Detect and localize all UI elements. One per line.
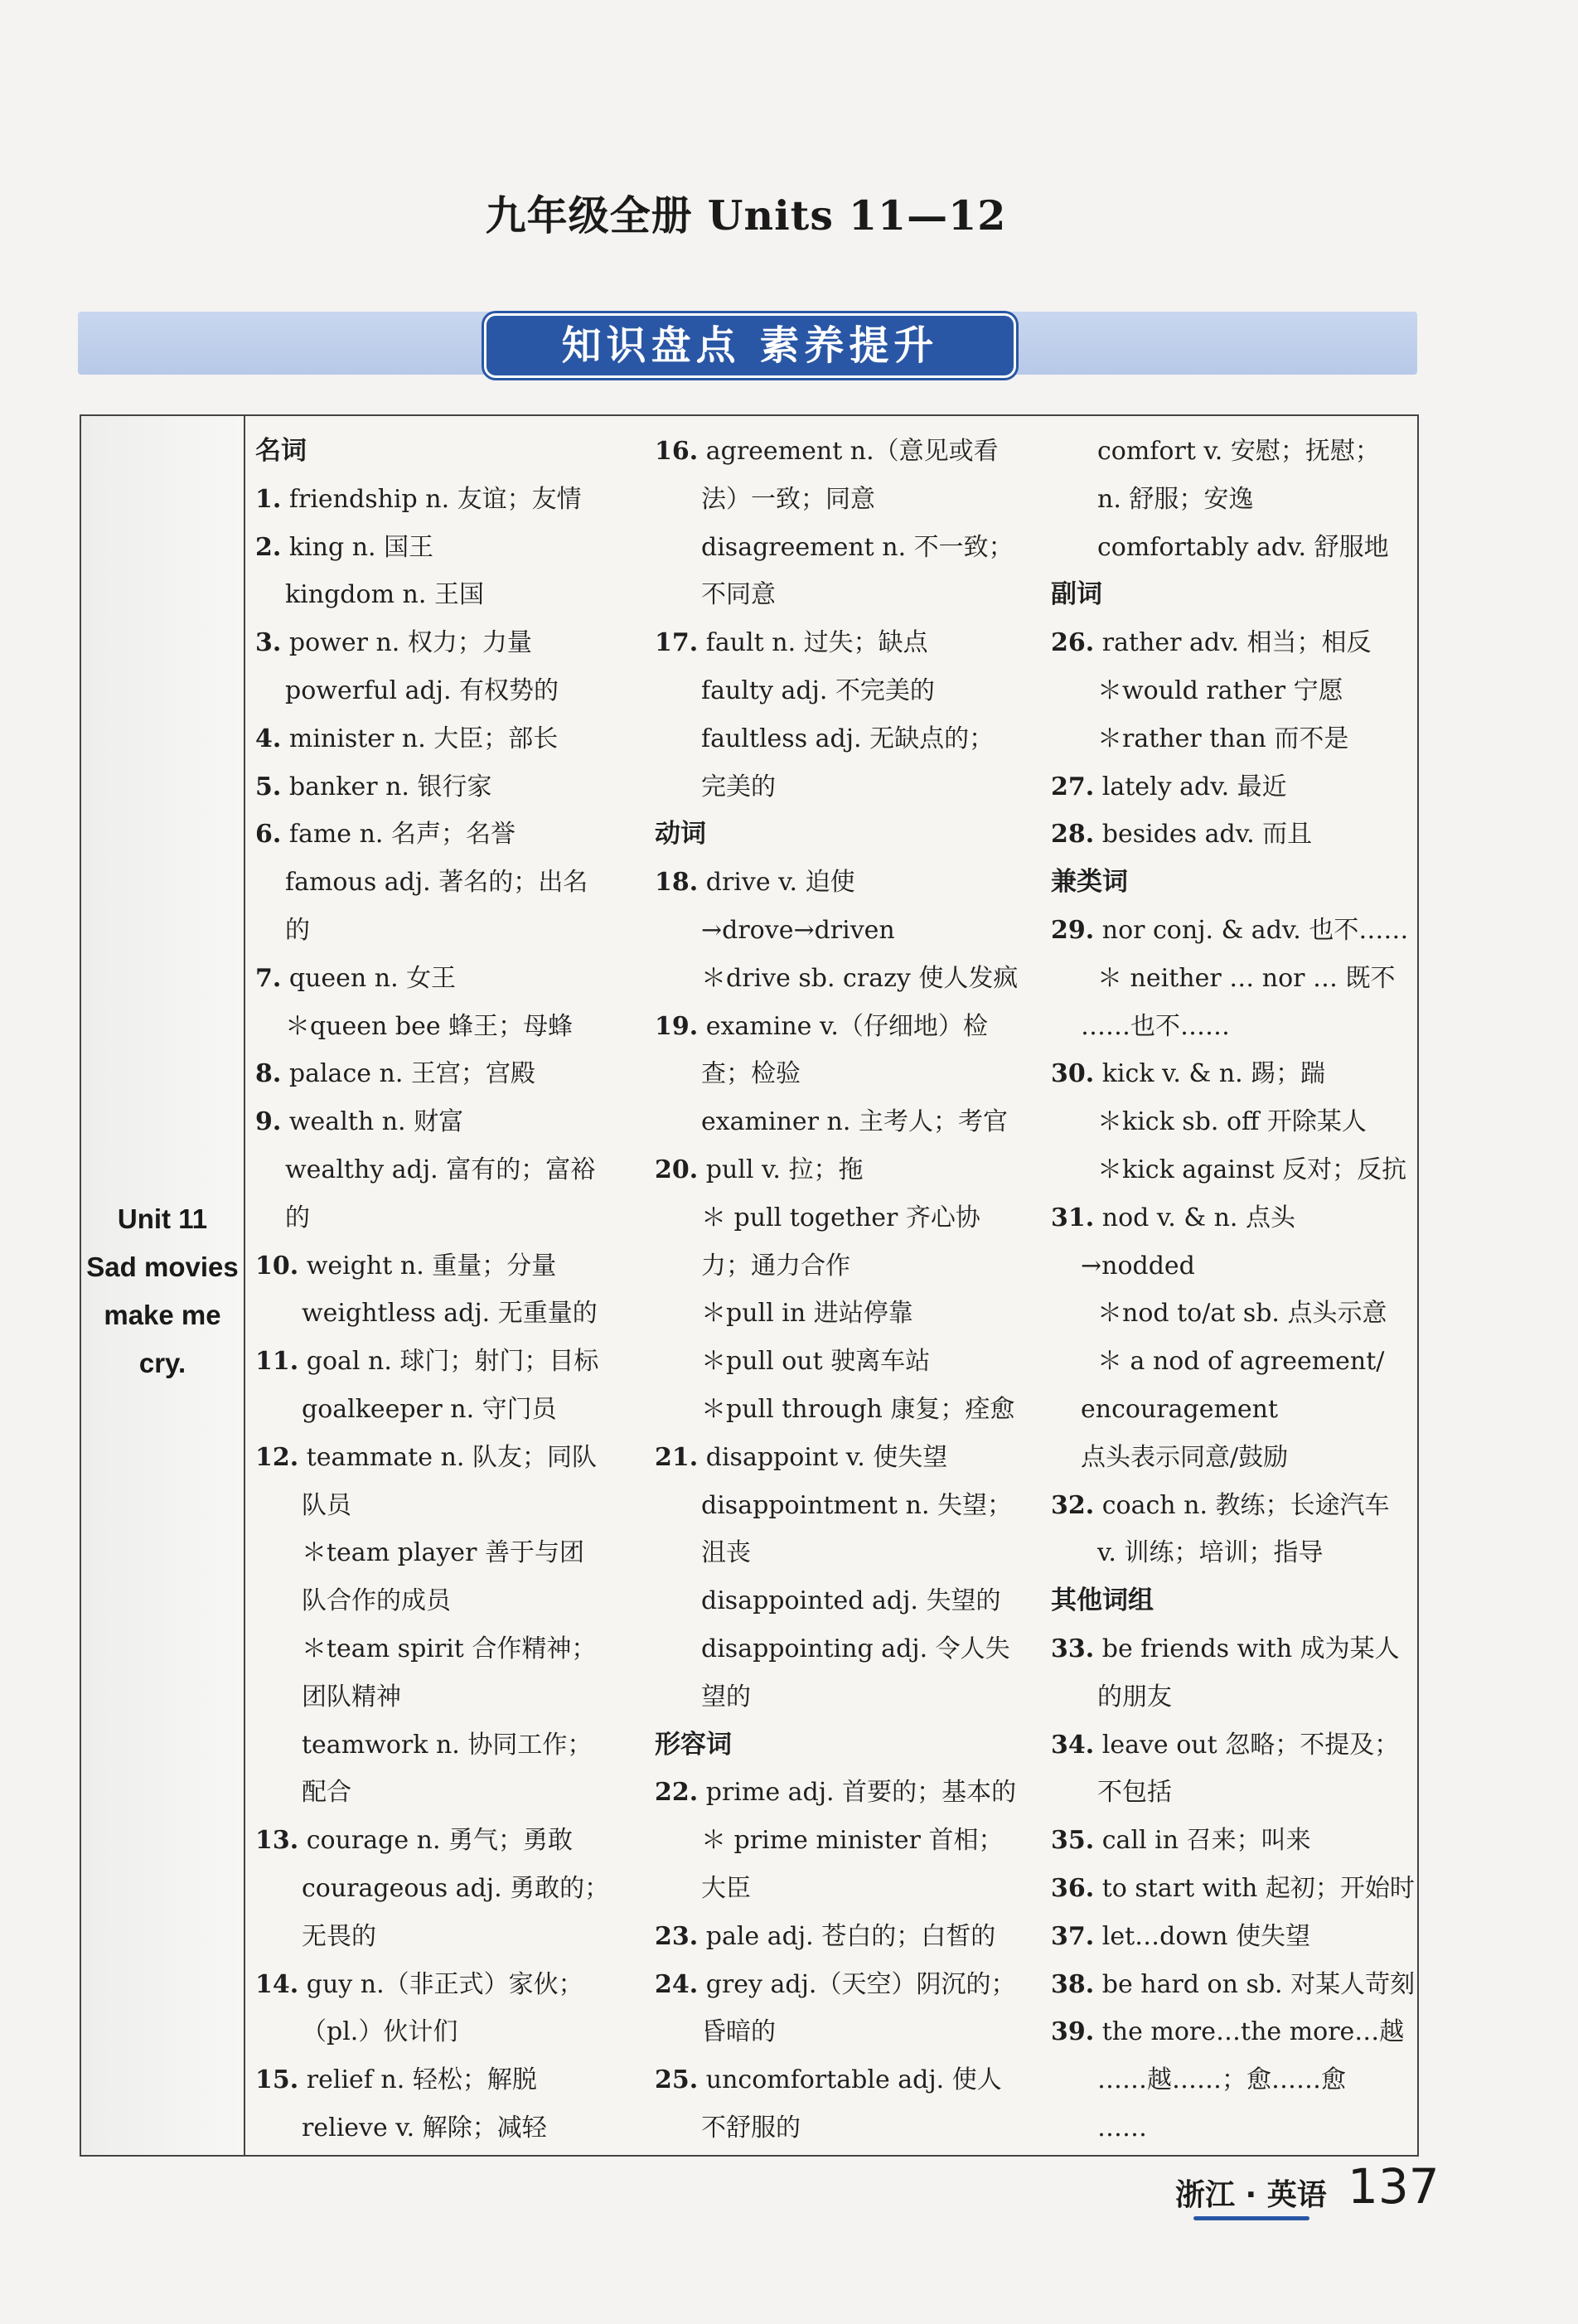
entry-text: guy n.（非正式）家伙； xyxy=(306,1969,583,1999)
vocab-entry xyxy=(255,1098,645,1146)
entry-number: 38. xyxy=(1051,1969,1095,1999)
entry-continuation: ＊kick against 反对；反抗 xyxy=(1097,1155,1407,1184)
vocab-entry xyxy=(255,811,645,859)
entry-continuation: v. 训练；培训；指导 xyxy=(1097,1538,1324,1568)
entry-number: 27. xyxy=(1051,772,1095,801)
entry-continuation: powerful adj. 有权势的 xyxy=(285,675,559,705)
entry-continuation: comfortably adv. 舒服地 xyxy=(1097,532,1389,562)
entry-continuation: ＊kick sb. off 开除某人 xyxy=(1097,1107,1367,1137)
entry-continuation: 的朋友 xyxy=(1097,1682,1172,1712)
vocab-entry xyxy=(1051,907,1416,955)
entry-number: 30. xyxy=(1051,1059,1095,1089)
vocab-entry xyxy=(1051,1194,1416,1242)
category-heading: 形容词 xyxy=(655,1729,732,1760)
entry-number: 7. xyxy=(255,963,282,993)
entry-number: 17. xyxy=(655,628,699,658)
entry-continuation: 点头表示同意/鼓励 xyxy=(1081,1442,1289,1472)
vocab-entry xyxy=(655,1146,1044,1194)
entry-continuation: famous adj. 著名的；出名 xyxy=(285,868,588,898)
entry-number: 32. xyxy=(1051,1490,1095,1520)
entry-text: let…down 使失望 xyxy=(1101,1921,1310,1951)
entry-number: 5. xyxy=(255,772,282,801)
vocab-entry xyxy=(655,1961,1044,2009)
category-heading: 其他词组 xyxy=(1051,1586,1154,1616)
entry-number: 11. xyxy=(255,1347,299,1377)
entry-continuation: ＊team spirit 合作精神； xyxy=(302,1634,597,1663)
entry-number: 35. xyxy=(1051,1826,1095,1856)
entry-text: relief n. 轻松；解脱 xyxy=(306,2065,537,2095)
entry-number: 14. xyxy=(255,1969,299,1999)
entry-text: leave out 忽略；不提及； xyxy=(1101,1730,1400,1760)
entry-text: kick v. & n. 踢；踹 xyxy=(1101,1059,1326,1089)
entry-number: 24. xyxy=(655,1969,699,1999)
vocab-entry xyxy=(1051,811,1416,859)
entry-number: 33. xyxy=(1051,1634,1095,1663)
entry-continuation: 完美的 xyxy=(701,772,776,801)
entry-text: disappoint v. 使失望 xyxy=(705,1442,948,1472)
entry-continuation: ＊pull through 康复；痊愈 xyxy=(701,1394,1015,1424)
entry-continuation: →nodded xyxy=(1081,1251,1195,1281)
entry-text: weight n. 重量；分量 xyxy=(306,1251,557,1281)
vocab-entry xyxy=(1051,1913,1416,1961)
entry-text: drive v. 迫使 xyxy=(705,868,855,898)
entry-text: minister n. 大臣；部长 xyxy=(288,724,559,753)
entry-number: 37. xyxy=(1051,1921,1095,1951)
entry-number: 10. xyxy=(255,1251,299,1281)
unit-label-line: cry. xyxy=(138,1348,186,1378)
entry-text: besides adv. 而且 xyxy=(1101,820,1313,850)
vocab-entry xyxy=(655,619,1044,667)
page-number: 137 xyxy=(1348,2158,1440,2215)
entry-continuation: 无畏的 xyxy=(302,1921,376,1951)
entry-continuation: disappointment n. 失望； xyxy=(701,1490,1013,1520)
entry-continuation: ＊rather than 而不是 xyxy=(1097,724,1349,753)
entry-continuation: disagreement n. 不一致； xyxy=(701,532,1014,562)
vocab-entry xyxy=(255,619,645,667)
entry-continuation: ＊team player 善于与团 xyxy=(302,1538,584,1568)
vocab-entry xyxy=(655,2056,1044,2104)
vocab-entry xyxy=(1051,619,1416,667)
category-heading: 名词 xyxy=(255,436,307,466)
entry-text: fame n. 名声；名誉 xyxy=(288,820,516,850)
entry-continuation: ＊drive sb. crazy 使人发疯 xyxy=(701,963,1019,993)
entry-text: queen n. 女王 xyxy=(288,963,457,993)
entry-number: 3. xyxy=(255,628,282,658)
entry-number: 20. xyxy=(655,1155,699,1184)
entry-continuation: 队员 xyxy=(302,1490,351,1520)
vocab-entry xyxy=(255,476,645,524)
entry-continuation: teamwork n. 协同工作； xyxy=(302,1730,593,1760)
entry-continuation: ……越……；愈……愈 xyxy=(1097,2065,1346,2095)
unit-label-line: make me xyxy=(104,1300,221,1330)
entry-number: 29. xyxy=(1051,915,1095,945)
entry-number: 13. xyxy=(255,1826,299,1856)
entry-text: goal n. 球门；射门；目标 xyxy=(306,1347,599,1377)
entry-text: friendship n. 友谊；友情 xyxy=(288,484,582,514)
entry-number: 31. xyxy=(1051,1203,1095,1232)
entry-continuation: ＊pull in 进站停靠 xyxy=(701,1299,913,1329)
entry-continuation: （pl.）伙计们 xyxy=(302,2017,458,2047)
entry-text: nod v. & n. 点头 xyxy=(1101,1203,1295,1232)
entry-number: 15. xyxy=(255,2065,299,2095)
entry-number: 2. xyxy=(255,532,282,562)
entry-number: 39. xyxy=(1051,2017,1095,2047)
vocab-entry xyxy=(655,859,1044,907)
vocab-entry xyxy=(655,1769,1044,1817)
entry-continuation: 队合作的成员 xyxy=(302,1586,451,1616)
vocab-entry xyxy=(655,1913,1044,1961)
entry-continuation: 昏暗的 xyxy=(701,2017,776,2047)
entry-text: prime adj. 首要的；基本的 xyxy=(705,1778,1017,1808)
entry-number: 16. xyxy=(655,437,699,466)
vocab-column-1 xyxy=(255,428,645,2152)
entry-continuation: →drove→driven xyxy=(701,915,895,945)
entry-text: coach n. 教练；长途汽车 xyxy=(1101,1490,1390,1520)
entry-number: 21. xyxy=(655,1442,699,1472)
category-heading: 兼类词 xyxy=(1051,867,1128,898)
entry-continuation: 不舒服的 xyxy=(701,2113,801,2142)
entry-continuation: 的 xyxy=(285,915,310,945)
entry-text: pale adj. 苍白的；白皙的 xyxy=(705,1921,996,1951)
entry-number: 28. xyxy=(1051,820,1095,850)
entry-continuation: ＊ neither … nor … 既不 xyxy=(1097,963,1396,993)
entry-continuation: examiner n. 主考人；考官 xyxy=(701,1107,1008,1137)
entry-number: 26. xyxy=(1051,628,1095,658)
entry-text: to start with 起初；开始时 xyxy=(1101,1873,1415,1903)
vocab-entry xyxy=(255,955,645,1003)
entry-continuation: wealthy adj. 富有的；富裕 xyxy=(285,1155,596,1184)
vocab-entry xyxy=(255,1434,645,1482)
entry-continuation: 配合 xyxy=(302,1778,351,1808)
entry-continuation: 不同意 xyxy=(701,580,776,610)
vocab-entry xyxy=(655,428,1044,476)
entry-text: call in 召来；叫来 xyxy=(1101,1826,1311,1856)
vocab-entry xyxy=(1051,1050,1416,1098)
entry-text: pull v. 拉；拖 xyxy=(705,1155,864,1184)
unit-label-line: Unit 11 xyxy=(117,1203,208,1234)
entry-continuation: 团队精神 xyxy=(302,1682,401,1712)
vocab-entry xyxy=(1051,2008,1416,2056)
entry-text: uncomfortable adj. 使人 xyxy=(705,2065,1002,2095)
entry-continuation: weightless adj. 无重量的 xyxy=(302,1299,598,1329)
entry-number: 25. xyxy=(655,2065,699,2095)
vocab-entry xyxy=(255,1242,645,1290)
entry-text: be hard on sb. 对某人苛刻 xyxy=(1101,1969,1416,1999)
entry-number: 23. xyxy=(655,1921,699,1951)
entry-continuation: disappointing adj. 令人失 xyxy=(701,1634,1010,1663)
vocab-entry xyxy=(255,1817,645,1865)
footer-underline xyxy=(1193,2216,1309,2220)
entry-number: 34. xyxy=(1051,1730,1095,1760)
category-heading: 副词 xyxy=(1051,579,1102,610)
entry-text: nor conj. & adv. 也不…… xyxy=(1101,915,1409,945)
vocab-entry xyxy=(255,715,645,763)
entry-number: 8. xyxy=(255,1059,282,1089)
entry-text: be friends with 成为某人 xyxy=(1101,1634,1400,1663)
entry-number: 36. xyxy=(1051,1873,1095,1903)
entry-continuation: 力；通力合作 xyxy=(701,1251,850,1281)
entry-continuation: 沮丧 xyxy=(701,1538,751,1568)
entry-number: 4. xyxy=(255,724,282,753)
entry-number: 22. xyxy=(655,1778,699,1808)
entry-continuation: comfort v. 安慰；抚慰； xyxy=(1097,437,1380,466)
entry-number: 19. xyxy=(655,1011,699,1041)
vocab-entry xyxy=(1051,1817,1416,1865)
entry-continuation: 望的 xyxy=(701,1682,751,1712)
entry-text: rather adv. 相当；相反 xyxy=(1101,628,1372,658)
vocab-entry xyxy=(1051,1482,1416,1530)
unit-column xyxy=(81,416,245,2155)
vocab-entry xyxy=(255,1050,645,1098)
vocab-entry xyxy=(1051,1721,1416,1770)
entry-number: 18. xyxy=(655,868,699,898)
category-heading: 动词 xyxy=(655,819,706,850)
vocab-entry xyxy=(255,1961,645,2009)
entry-continuation: kingdom n. 王国 xyxy=(285,580,484,610)
entry-continuation: ……也不…… xyxy=(1081,1011,1230,1041)
entry-continuation: n. 舒服；安逸 xyxy=(1097,484,1254,514)
entry-continuation: ＊ a nod of agreement/ xyxy=(1097,1347,1385,1377)
entry-number: 9. xyxy=(255,1107,282,1137)
entry-continuation: 查；检验 xyxy=(701,1059,801,1089)
entry-continuation: encouragement xyxy=(1081,1394,1279,1424)
entry-text: banker n. 银行家 xyxy=(288,772,492,801)
entry-number: 1. xyxy=(255,484,282,514)
entry-text: agreement n.（意见或看 xyxy=(705,437,999,466)
vocab-entry xyxy=(255,524,645,572)
unit-label xyxy=(81,1195,244,1387)
entry-text: examine v.（仔细地）检 xyxy=(705,1011,988,1041)
entry-continuation: ＊ pull together 齐心协 xyxy=(701,1203,980,1232)
vocab-entry xyxy=(1051,1961,1416,2009)
entry-text: lately adv. 最近 xyxy=(1101,772,1287,801)
entry-text: king n. 国王 xyxy=(288,532,434,562)
entry-continuation: relieve v. 解除；减轻 xyxy=(302,2113,547,2142)
vocab-entry xyxy=(1051,1625,1416,1673)
entry-continuation: ＊pull out 驶离车站 xyxy=(701,1347,931,1377)
vocab-entry xyxy=(1051,763,1416,811)
entry-continuation: ＊queen bee 蜂王；母蜂 xyxy=(285,1011,574,1041)
entry-continuation: ＊would rather 宁愿 xyxy=(1097,675,1343,705)
vocab-column-2 xyxy=(655,428,1044,2152)
entry-continuation: faulty adj. 不完美的 xyxy=(701,675,935,705)
entry-text: fault n. 过失；缺点 xyxy=(705,628,928,658)
entry-continuation: ＊ prime minister 首相； xyxy=(701,1826,1004,1856)
vocab-column-3 xyxy=(1051,428,1416,2152)
entry-number: 6. xyxy=(255,820,282,850)
entry-text: courage n. 勇气；勇敢 xyxy=(306,1826,574,1856)
vocab-entry xyxy=(655,1003,1044,1051)
entry-text: power n. 权力；力量 xyxy=(288,628,532,658)
entry-continuation: ＊nod to/at sb. 点头示意 xyxy=(1097,1299,1387,1329)
entry-continuation: 不包括 xyxy=(1097,1778,1172,1808)
entry-continuation: 的 xyxy=(285,1203,310,1232)
entry-number: 12. xyxy=(255,1442,299,1472)
entry-continuation: disappointed adj. 失望的 xyxy=(701,1586,1001,1616)
entry-continuation: faultless adj. 无缺点的； xyxy=(701,724,995,753)
unit-label-line: Sad movies xyxy=(86,1252,239,1282)
entry-text: grey adj.（天空）阴沉的； xyxy=(705,1969,1016,1999)
vocab-entry xyxy=(255,763,645,811)
entry-text: the more…the more…越 xyxy=(1101,2017,1405,2047)
entry-continuation: courageous adj. 勇敢的； xyxy=(302,1873,610,1903)
entry-continuation: 大臣 xyxy=(701,1873,751,1903)
vocab-entry xyxy=(1051,1865,1416,1913)
page-title: 九年级全册 Units 11—12 xyxy=(485,191,1007,240)
entry-text: teammate n. 队友；同队 xyxy=(306,1442,597,1472)
banner-heading: 知识盘点 素养提升 xyxy=(484,313,1016,378)
entry-continuation: goalkeeper n. 守门员 xyxy=(302,1394,557,1424)
vocab-entry xyxy=(255,2056,645,2104)
footer-subject: 浙江 · 英语 xyxy=(1175,2178,1327,2212)
vocab-entry xyxy=(655,1434,1044,1482)
entry-continuation: 法）一致；同意 xyxy=(701,484,875,514)
entry-text: palace n. 王宫；宫殿 xyxy=(288,1059,535,1089)
entry-continuation: …… xyxy=(1097,2113,1147,2142)
vocabulary-table xyxy=(80,414,1419,2157)
entry-text: wealth n. 财富 xyxy=(288,1107,464,1137)
vocab-entry xyxy=(255,1338,645,1386)
